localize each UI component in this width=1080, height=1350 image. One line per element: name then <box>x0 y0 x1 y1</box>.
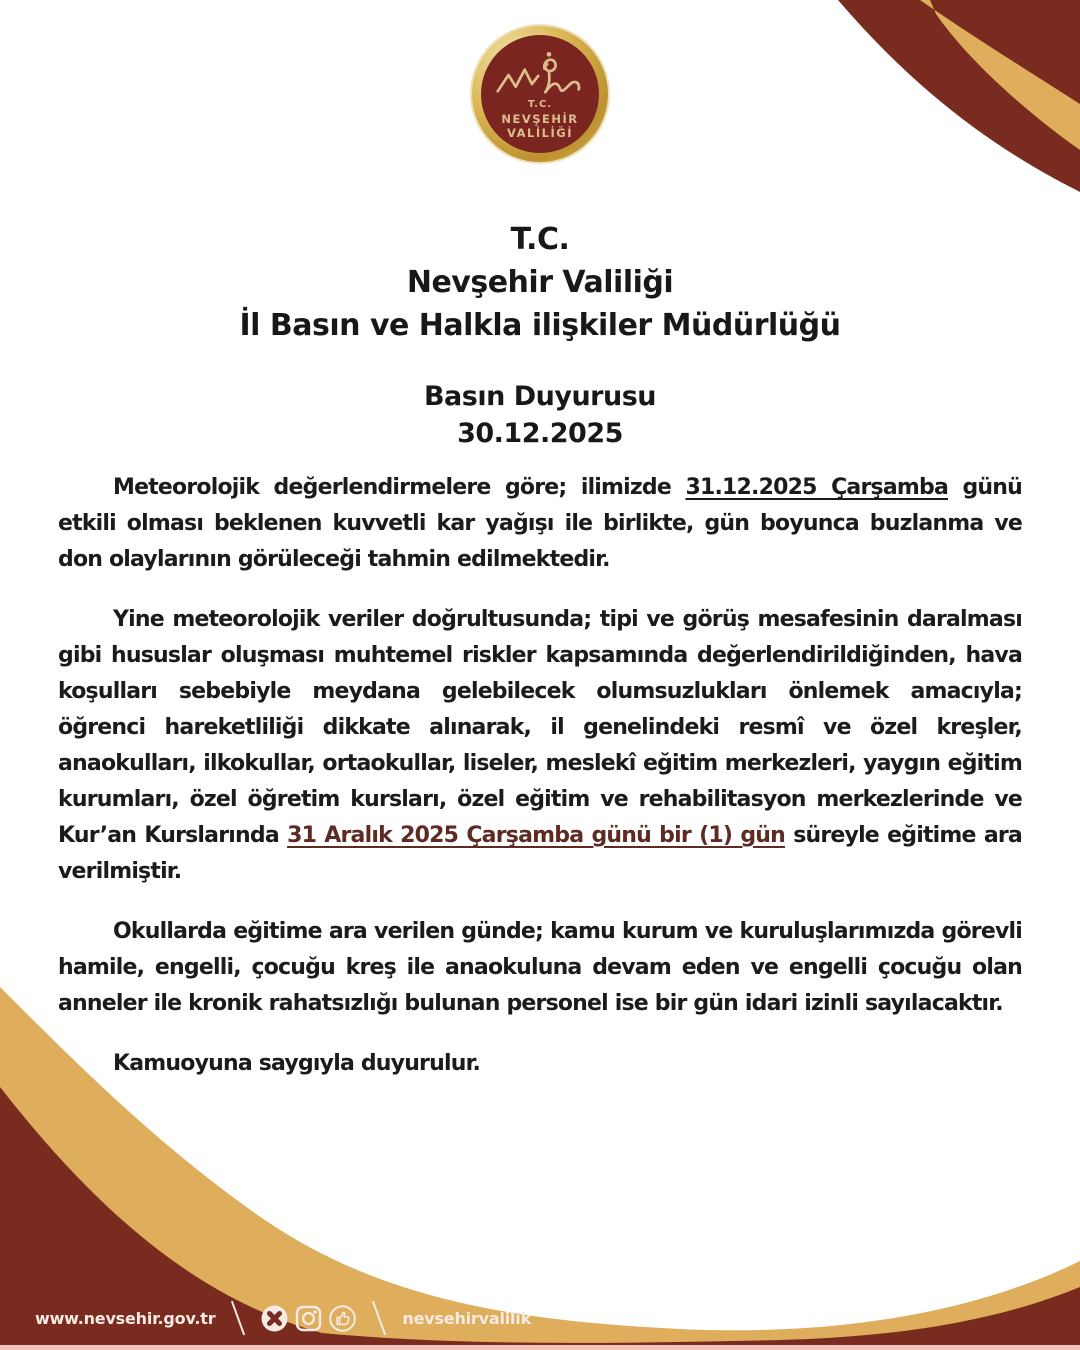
p3-text: Okullarda eğitime ara verilen günde; kamu kurum ve kuruluşlarımızda görevli hamile, engelli, çocuğu kreş ile anaokuluna devam eden ve engelli çocuğu olan anneler ile kronik rahatsızlığı bulunan personel ise bir gün idari izinli sayılacaktır. <box>58 919 1022 1016</box>
p2-text-post: süreyle eğitime ara verilmiştir. <box>58 823 1022 884</box>
paragraph-3 <box>58 914 1022 1022</box>
social-icons <box>261 1305 356 1332</box>
p2-text-pre: Yine meteorolojik veriler doğrultusunda; tipi ve görüş mesafesinin daralması gibi hususlar oluşması muhtemel riskler kapsamında değerlendirildiğinden, hava koşulları sebebiyle meydana gelebilecek olumsuzlukları önlemek amacıyla; öğrenci hareketliliği dikkate alınarak, il genelindeki resmî ve özel kreşler, anaokulları, ilkokullar, ortaokullar, liseler, meslekî eğitim merkezleri, yaygın eğitim kurumları, özel öğretim kursları, özel eğitim ve rehabilitasyon merkezlerinde ve Kur’an Kurslarında <box>58 607 1022 848</box>
instagram-icon <box>295 1305 322 1332</box>
divider-line <box>372 1301 386 1336</box>
paragraph-2 <box>58 602 1022 890</box>
logo-text-tc: T.C. <box>527 99 553 110</box>
closing-text: Kamuoyuna saygıyla duyurulur. <box>113 1051 481 1076</box>
closing-line <box>58 1046 1022 1082</box>
logo-gold-ring <box>472 26 608 162</box>
p2-highlighted-date: 31 Aralık 2025 Çarşamba günü bir (1) gün <box>287 823 785 848</box>
p1-underlined-date: 31.12.2025 Çarşamba <box>685 475 948 500</box>
governorship-logo <box>472 26 608 162</box>
website-text: www.nevsehir.gov.tr <box>35 1308 216 1328</box>
signature-mark-icon <box>495 49 585 101</box>
document-type: Basın Duyurusu <box>423 381 657 412</box>
facebook-like-icon <box>329 1305 356 1332</box>
letterhead <box>0 218 1080 347</box>
bottom-edge-strip <box>0 1345 1080 1350</box>
logo-core-circle <box>481 35 599 153</box>
p1-text-post: günü etkili olması beklenen kuvvetli kar yağışı ile birlikte, gün boyunca buzlanma ve don olaylarının görüleceği tahmin edilmektedir. <box>58 475 1022 572</box>
p1-text-pre: Meteorolojik değerlendirmelere göre; ilimizde <box>113 475 686 500</box>
letterhead-directorate: İl Basın ve Halkla ilişkiler Müdürlüğü <box>239 308 841 343</box>
social-handle-text: nevsehirvalilik <box>402 1308 532 1328</box>
letterhead-governorship: Nevşehir Valiliği <box>406 265 674 300</box>
footer-bar <box>35 1300 531 1336</box>
document-heading <box>0 378 1080 452</box>
logo-text-valiligi: VALİLİĞİ <box>507 125 573 140</box>
logo-text-nevsehir: NEVŞEHİR <box>501 111 579 126</box>
divider-line <box>231 1301 245 1336</box>
corner-decoration-top-right <box>820 0 1080 245</box>
paragraph-1 <box>58 470 1022 578</box>
letterhead-tc: T.C. <box>510 222 570 257</box>
document-date: 30.12.2025 <box>457 418 623 449</box>
announcement-body <box>58 470 1022 1106</box>
x-social-icon <box>261 1305 288 1332</box>
